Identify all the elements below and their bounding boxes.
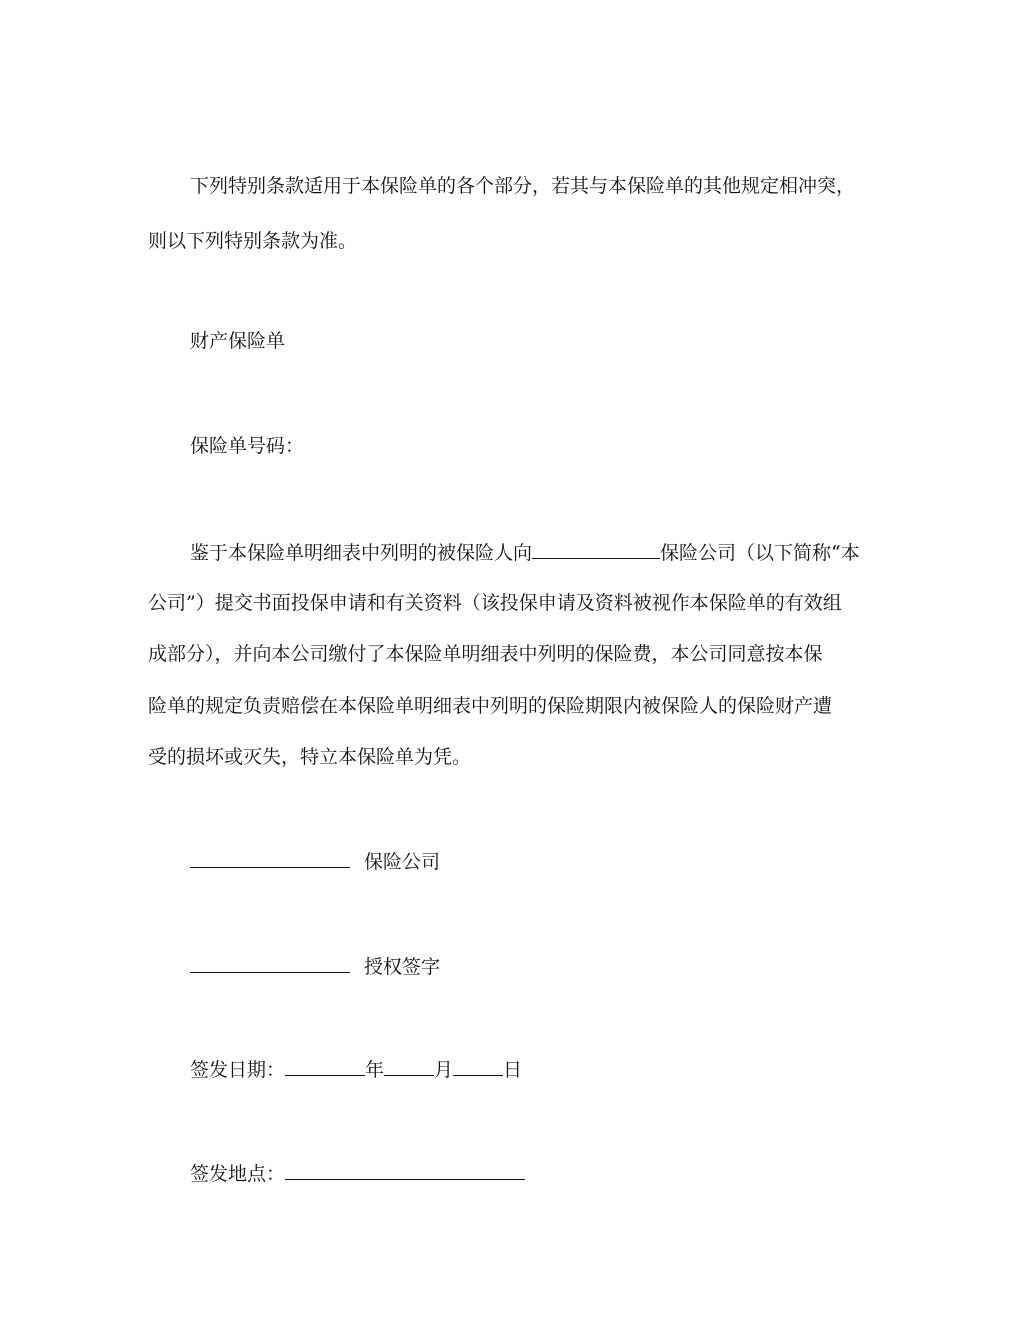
company-signature-line [190,848,440,874]
issue-month-label: 月 [434,1059,454,1081]
preamble-line-3: 成部分），并向本公司缴付了本保险单明细表中列明的保险费，本公司同意按本保 [148,643,823,665]
intro-line-1: 下列特别条款适用于本保险单的各个部分，若其与本保险单的其他规定相冲突， [190,175,856,197]
insurer-name-blank[interactable] [532,539,660,559]
preamble-line-4: 险单的规定负责赔偿在本保险单明细表中列明的保险期限内被保险人的保险财产遭 [148,695,833,717]
preamble-line-2: 公司”）提交书面投保申请和有关资料（该投保申请及资料被视作本保险单的有效组 [148,592,842,614]
authorized-signature-line [190,953,440,979]
policy-number-label: 保险单号码： [190,435,305,457]
issue-year-label: 年 [365,1059,385,1081]
issue-date-line [190,1056,522,1082]
issue-place-line [190,1160,525,1186]
issue-year-blank[interactable] [285,1056,365,1076]
issue-date-label: 签发日期： [190,1059,286,1081]
company-signature-label: 保险公司 [364,851,441,873]
company-signature-blank[interactable] [190,848,350,868]
preamble-line-1-before: 鉴于本保险单明细表中列明的被保险人向 [190,542,533,564]
preamble-line-1-after: 保险公司（以下简称“本 [660,542,860,564]
issue-place-blank[interactable] [285,1160,525,1180]
preamble-line-1 [190,539,860,565]
intro-line-2: 则以下列特别条款为准。 [148,230,358,252]
issue-day-label: 日 [503,1059,523,1081]
issue-day-blank[interactable] [453,1056,503,1076]
document-title: 财产保险单 [190,330,286,352]
authorized-signature-label: 授权签字 [364,956,441,978]
issue-place-label: 签发地点： [190,1163,286,1185]
authorized-signature-blank[interactable] [190,953,350,973]
issue-month-blank[interactable] [384,1056,434,1076]
preamble-line-5: 受的损坏或灭失，特立本保险单为凭。 [148,746,472,768]
